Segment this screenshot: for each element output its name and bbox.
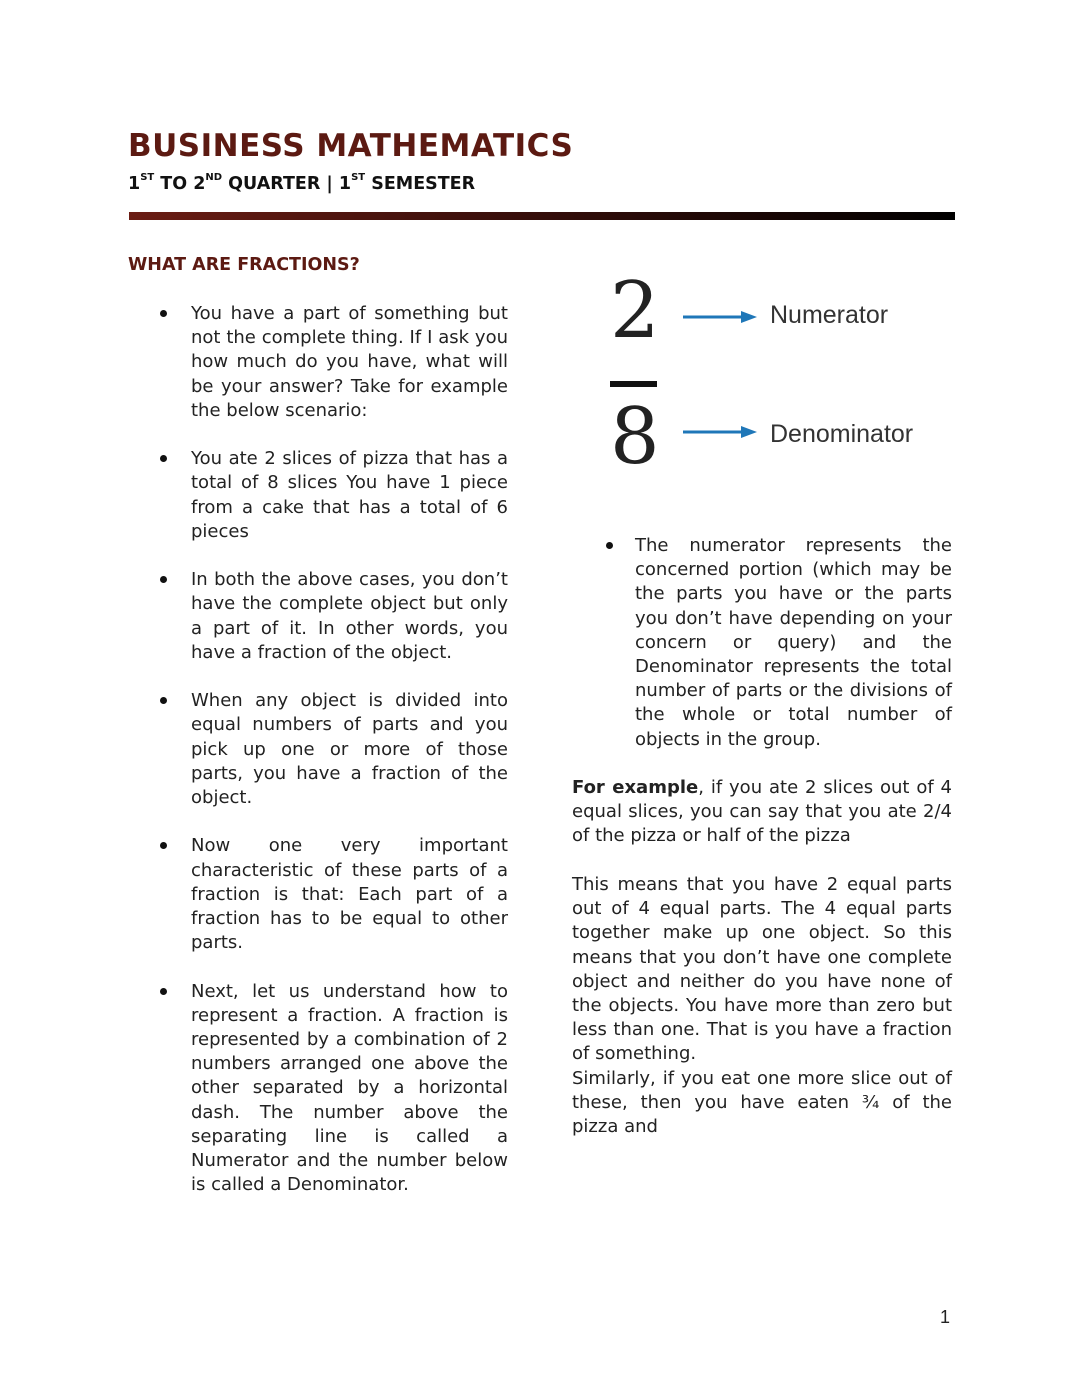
numerator-label: Numerator [770, 301, 889, 329]
document-subtitle [128, 174, 475, 194]
fraction-diagram [600, 266, 960, 482]
section-heading: WHAT ARE FRACTIONS? [128, 255, 360, 275]
denominator-label: Denominator [770, 420, 914, 448]
list-item-text: When any object is divided into equal numbers of parts and you pick up one or more of those parts, you have a fraction of the object. [191, 690, 508, 809]
example-text: , if you ate 2 slices out of 4 equal slices, you can say that you ate 2/4 of the pizza or half of the pizza [572, 777, 952, 847]
list-item [160, 302, 508, 423]
list-item-text: In both the above cases, you don’t have the complete object but only a part of it. In other words, you have a fraction of the object. [191, 569, 508, 663]
example-lead: For example [572, 777, 699, 798]
bullet-icon [160, 310, 167, 317]
semester-ordinal: ST [351, 172, 366, 183]
page-number: 1 [940, 1307, 951, 1327]
right-bullet-list [572, 534, 952, 752]
bullet-icon [160, 842, 167, 849]
quarter-start-number: 1 [128, 174, 141, 194]
quarter-end-number: 2 [193, 174, 206, 194]
left-bullet-list [160, 302, 508, 1197]
continuation-paragraph: Similarly, if you eat one more slice out of these, then you have eaten ¾ of the pizza and [572, 1067, 952, 1138]
denominator-arrow-icon [683, 424, 759, 440]
list-item-text: You ate 2 slices of pizza that has a total of 8 slices You have 1 piece from a cake that has a total of 6 pieces [191, 448, 508, 542]
quarter-end-ordinal: ND [205, 172, 223, 183]
explanation-block [572, 873, 952, 1139]
quarter-start-ordinal: ST [140, 172, 155, 183]
subtitle-to: TO [154, 174, 194, 194]
header-divider [129, 212, 955, 220]
right-bullet-block [572, 534, 952, 776]
document-title: BUSINESS MATHEMATICS [128, 128, 574, 164]
fraction-bar [610, 381, 657, 387]
bullet-icon [160, 576, 167, 583]
bullet-icon [160, 455, 167, 462]
left-column [160, 302, 508, 1222]
list-item [160, 689, 508, 810]
subtitle-semester: SEMESTER [365, 174, 476, 194]
bullet-icon [160, 988, 167, 995]
list-item [160, 980, 508, 1198]
bullet-icon [160, 697, 167, 704]
numerator-digit: 2 [610, 266, 660, 356]
subtitle-quarter: QUARTER | [222, 174, 339, 194]
list-item [572, 534, 952, 752]
explanation-paragraph: This means that you have 2 equal parts out of 4 equal parts. The 4 equal parts together make up one object. So this means that you don’t have one complete object and neither do you have none of the objects. You have more than zero but less than one. That is you have a fraction of something. [572, 874, 952, 1065]
denominator-digit: 8 [610, 392, 660, 482]
list-item [160, 834, 508, 955]
list-item-text: Now one very important characteristic of these parts of a fraction is that: Each part of a fraction has to be equal to other parts. [191, 835, 508, 954]
bullet-icon [606, 542, 613, 549]
list-item [160, 568, 508, 665]
list-item-text: The numerator represents the concerned portion (which may be the parts you have or the parts you don’t have depending on your concern or query) and the Denominator represents the total number of parts or the divisions of the whole or total number of objects in the group. [635, 535, 952, 750]
numerator-arrow-icon [683, 309, 759, 325]
semester-number: 1 [338, 174, 352, 194]
list-item-text: Next, let us understand how to represent a fraction. A fraction is represented by a combination of 2 numbers arranged one above the other separated by a horizontal dash. The number above the separating line is called a Numerator and the number below is called a Denominator. [191, 980, 508, 1196]
list-item [160, 447, 508, 544]
list-item-text: You have a part of something but not the complete thing. If I ask you how much do you have, what will be your answer? Take for example the below scenario: [191, 303, 508, 421]
example-paragraph [572, 776, 952, 849]
